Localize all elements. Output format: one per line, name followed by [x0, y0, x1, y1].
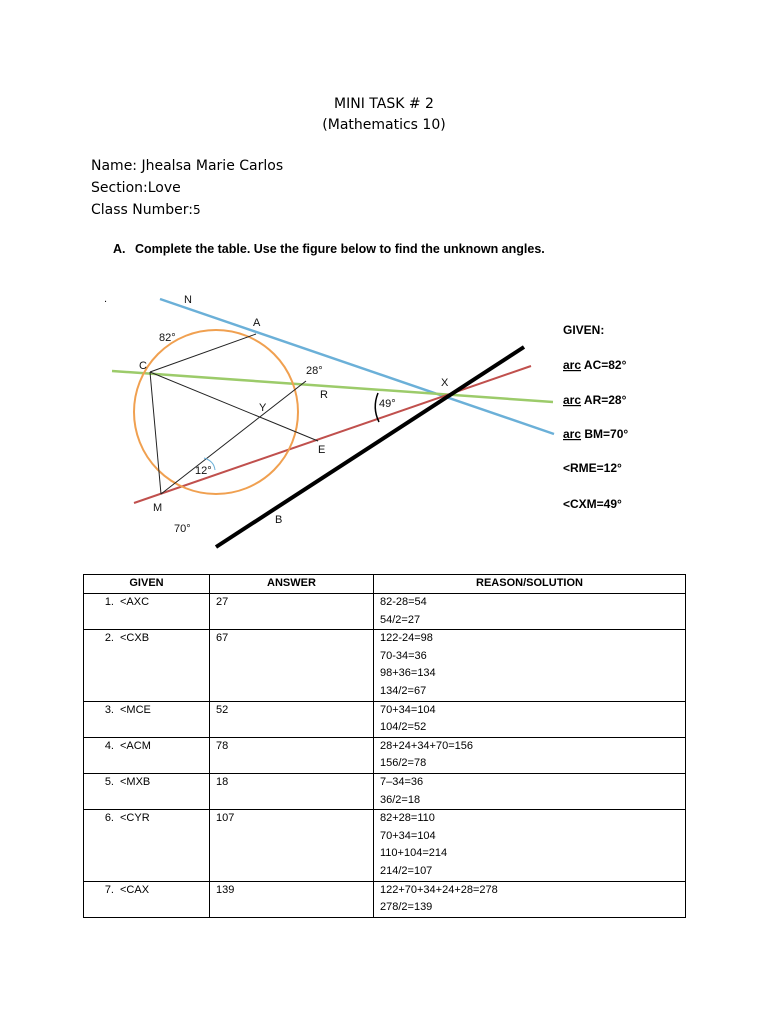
- chord-cm: [150, 372, 161, 494]
- solution-line: 28+24+34+70=156: [380, 739, 473, 752]
- solution-line: 122-24=98: [380, 632, 433, 645]
- given-cell: [84, 594, 210, 630]
- solution-line: 110+104=214: [380, 847, 448, 860]
- given-cell: [84, 701, 210, 737]
- class-number-label: Class Number:: [91, 202, 193, 218]
- table-row: [84, 881, 686, 917]
- given-angle: <MCE: [120, 703, 151, 716]
- row-number: 4.: [104, 739, 114, 752]
- point-label-c: C: [139, 360, 147, 372]
- instruction: [113, 242, 545, 256]
- given-cell: [84, 773, 210, 809]
- section-value: Love: [147, 180, 181, 196]
- point-label-a: A: [253, 317, 261, 329]
- table-row: [84, 773, 686, 809]
- answer-cell: 139: [210, 881, 374, 917]
- given-angle: <CXB: [120, 632, 150, 645]
- answer-cell: 52: [210, 701, 374, 737]
- name-value: Jhealsa Marie Carlos: [141, 158, 284, 174]
- given-cell: [84, 630, 210, 701]
- instruction-text: Complete the table. Use the figure below to find the unknown angles.: [135, 242, 545, 256]
- page-title: MINI TASK # 2: [334, 96, 434, 112]
- page-subtitle: (Mathematics 10): [322, 117, 446, 133]
- answer-table: [83, 574, 686, 918]
- solution-line: 104/2=52: [380, 721, 427, 734]
- given-item-text: AC=82°: [581, 358, 627, 372]
- table-row: [84, 737, 686, 773]
- solution-line: 156/2=78: [380, 757, 427, 770]
- given-item: [563, 358, 627, 372]
- row-number: 7.: [104, 883, 114, 896]
- solution-line: 36/2=18: [380, 793, 421, 806]
- given-angle: <ACM: [120, 739, 151, 752]
- solution-cell: [374, 881, 686, 917]
- section-line: [91, 180, 181, 196]
- solution-line: 54/2=27: [380, 613, 421, 626]
- given-angle: <CYR: [120, 812, 150, 825]
- given-cell: [84, 810, 210, 881]
- class-number-line: [91, 202, 201, 218]
- solution-cell: [374, 810, 686, 881]
- angle-m-label: 12°: [195, 465, 212, 477]
- given-item: [563, 427, 628, 441]
- answer-cell: 107: [210, 810, 374, 881]
- answer-cell: 78: [210, 737, 374, 773]
- student-name-line: [91, 158, 283, 174]
- given-item-text: AR=28°: [581, 393, 627, 407]
- row-number: 1.: [104, 596, 114, 608]
- given-heading: GIVEN:: [563, 323, 605, 337]
- given-item-prefix: arc: [563, 358, 582, 372]
- solution-cell: [374, 701, 686, 737]
- solution-line: 70+34=104: [380, 829, 436, 842]
- point-label-m: M: [153, 502, 163, 514]
- instruction-letter: A.: [113, 242, 126, 256]
- arc-ac-label: 82°: [159, 332, 176, 344]
- solution-cell: [374, 737, 686, 773]
- given-angle: <MXB: [120, 775, 151, 788]
- answer-cell: 27: [210, 594, 374, 630]
- black-line-bx: [216, 347, 524, 547]
- solution-line: 134/2=67: [380, 684, 427, 697]
- given-cell: [84, 881, 210, 917]
- section-label: Section:: [91, 180, 148, 196]
- row-number: 2.: [104, 632, 114, 645]
- name-label: Name:: [91, 158, 142, 174]
- answer-cell: 18: [210, 773, 374, 809]
- given-list: [563, 358, 628, 511]
- point-label-x: X: [441, 377, 449, 389]
- class-number-value: 5: [193, 203, 201, 217]
- table-row: [84, 630, 686, 701]
- solution-line: 7–34=36: [380, 775, 424, 788]
- solution-line: 98+36=134: [380, 667, 436, 680]
- given-angle: <AXC: [120, 596, 150, 608]
- dot-mark: .: [104, 293, 108, 305]
- given-item-prefix: arc: [563, 427, 582, 441]
- given-item-text: BM=70°: [581, 427, 629, 441]
- solution-line: 82+28=110: [380, 812, 435, 825]
- table-body: [84, 594, 686, 918]
- green-line-cx: [112, 371, 553, 402]
- column-header-answer: ANSWER: [210, 575, 374, 594]
- row-number: 6.: [104, 812, 114, 825]
- chords: [150, 334, 318, 494]
- point-label-n: N: [184, 294, 192, 306]
- point-label-r: R: [320, 389, 328, 401]
- arc-ar-label: 28°: [306, 365, 323, 377]
- given-item-prefix: arc: [563, 393, 582, 407]
- row-number: 5.: [104, 775, 114, 788]
- angle-x-label: 49°: [379, 398, 396, 410]
- table-row: [84, 810, 686, 881]
- table-row: [84, 594, 686, 630]
- geometry-figure: [0, 280, 768, 555]
- solution-line: 122+70+34+24+28=278: [380, 883, 498, 896]
- given-angle: <CAX: [120, 883, 150, 896]
- solution-line: 70-34=36: [380, 649, 427, 662]
- solution-cell: [374, 630, 686, 701]
- column-header-reason: REASON/SOLUTION: [374, 575, 686, 594]
- row-number: 3.: [104, 703, 114, 716]
- given-item: [563, 497, 622, 511]
- chord-mr: [161, 381, 306, 494]
- solution-cell: [374, 773, 686, 809]
- column-header-given: GIVEN: [84, 575, 210, 594]
- solution-cell: [374, 594, 686, 630]
- solution-line: 70+34=104: [380, 703, 436, 716]
- solution-line: 82-28=54: [380, 596, 427, 608]
- arc-bm-label: 70°: [174, 523, 191, 535]
- given-item-text: <CXM=49°: [563, 497, 622, 511]
- given-item-text: <RME=12°: [563, 461, 622, 475]
- table-header-row: [84, 575, 686, 594]
- given-item: [563, 461, 622, 475]
- given-item: [563, 393, 627, 407]
- answer-cell: 67: [210, 630, 374, 701]
- solution-line: 214/2=107: [380, 864, 433, 877]
- given-cell: [84, 737, 210, 773]
- point-label-e: E: [318, 444, 326, 456]
- table-row: [84, 701, 686, 737]
- point-label-y: Y: [259, 402, 267, 414]
- point-label-b: B: [275, 514, 283, 526]
- solution-line: 278/2=139: [380, 901, 433, 914]
